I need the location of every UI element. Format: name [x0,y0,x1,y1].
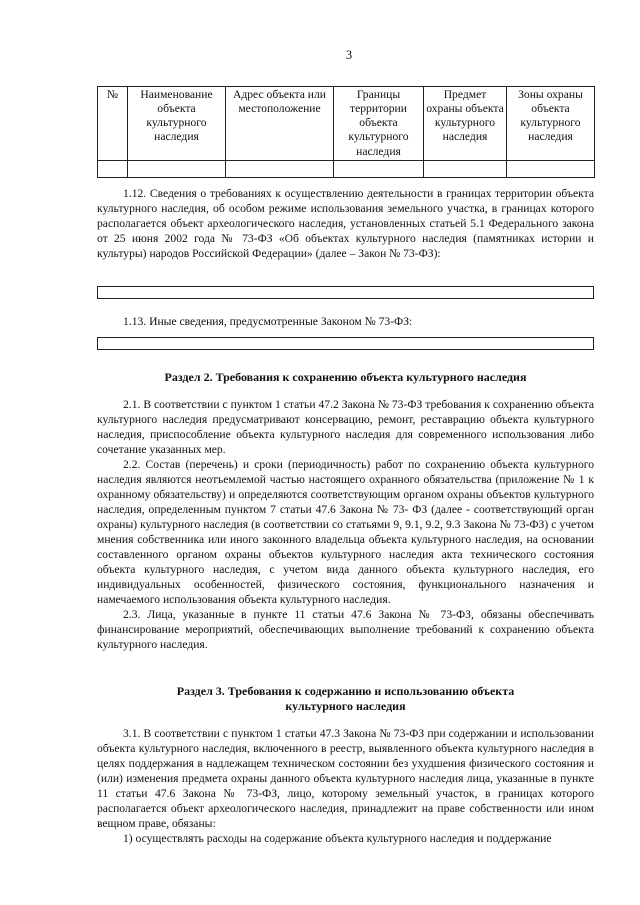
table-cell [334,160,424,177]
item-1-12-block [97,186,594,261]
header-protection-zones: Зоны охраны объекта культурного наследия [507,87,595,161]
item-1-13-block [97,314,594,329]
header-number: № [98,87,128,161]
item-1-13-text: 1.13. Иные сведения, предусмотренные Законом № 73-ФЗ: [123,315,413,328]
table-cell [128,160,226,177]
header-territory-bounds: Границы территории объекта культурного наследия [334,87,424,161]
section-3-title-line-2: культурного наследия [285,699,406,713]
table-cell [98,160,128,177]
item-1-12-field [97,286,594,299]
section-3-paragraph-1: 3.1. В соответствии с пунктом 1 статьи 47.3 Закона № 73-ФЗ при содержании и использовании объекта культурного наследия, включенного в реестр, выявленного объекта культурного наследия в целях поддержания в надлежащем техническом состоянии без ухудшения физического состояния и (или) изменения предмета охраны данного объекта культурного наследия лица, указанные в пункте 11 статьи 47.6 Закона № 73-ФЗ, лицо, которому земельный участок, в границах которого располагается объект археологического наследия, принадлежит на праве собственности или ином вещном праве, обязаны: [97,727,594,830]
item-1-12-text: 1.12. Сведения о требованиях к осуществлению деятельности в границах территории объекта культурного наследия, об особом режиме использования земельного участка, в границах которого располагается объект археологического наследия, установленных статьей 5.1 Федерального закона от 25 июня 2002 года № 73-ФЗ «Об объектах культурного наследия (памятниках истории и культуры) народов Российской Федерации» (далее – Закон № 73-ФЗ): [97,187,594,260]
section-3-title-line-1: Раздел 3. Требования к содержанию и использованию объекта [176,684,515,698]
section-2-body [97,397,594,652]
section-3-paragraph-2: 1) осуществлять расходы на содержание объекта культурного наследия и поддержание [123,832,552,845]
header-address: Адрес объекта или местоположение [226,87,334,161]
section-3-body [97,726,594,846]
section-3-title [97,684,594,714]
header-protection-subject: Предмет охраны объекта культурного наследия [424,87,507,161]
section-2-paragraph-1: 2.1. В соответствии с пунктом 1 статьи 47.2 Закона № 73-ФЗ требования к сохранению объекта культурного наследия предусматривают консервацию, ремонт, реставрацию объекта культурного наследия, приспособление объекта культурного наследия для современного использования либо сочетание указанных мер. [97,398,594,456]
table-cell [226,160,334,177]
item-1-13-field [97,337,594,350]
table-cell [424,160,507,177]
table-header-row [98,87,595,161]
page-number: 3 [345,48,353,62]
table-cell [507,160,595,177]
section-2-paragraph-2: 2.2. Состав (перечень) и сроки (периодичность) работ по сохранению объекта культурного наследия являются неотъемлемой частью настоящего охранного обязательства (приложение № 1 к охранному обязательству) и определяются соответствующим органом охраны объектов культурного наследия, определенным пунктом 7 статьи 47.6 Закона № 73- ФЗ (далее - соответствующий орган охраны) культурного наследия (в соответствии со статьями 9, 9.1, 9.2, 9.3 Закона № 73-ФЗ) с учетом мнения собственника или иного законного владельца объекта культурного наследия, на основании составленного органом охраны объектов культурного наследия акта технического состояния объекта культурного наследия, с учетом вида данного объекта культурного наследия, его индивидуальных особенностей, физического состояния, функционального назначения и намечаемого использования объекта культурного наследия. [97,458,594,606]
heritage-object-table [97,86,595,178]
section-2-title: Раздел 2. Требования к сохранению объекта культурного наследия [164,370,527,384]
header-object-name: Наименование объекта культурного наследия [128,87,226,161]
section-2-paragraph-3: 2.3. Лица, указанные в пункте 11 статьи 47.6 Закона № 73-ФЗ, обязаны обеспечивать финансирование мероприятий, обеспечивающих выполнение требований к сохранению объекта культурного наследия. [97,608,594,651]
table-row [98,160,595,177]
